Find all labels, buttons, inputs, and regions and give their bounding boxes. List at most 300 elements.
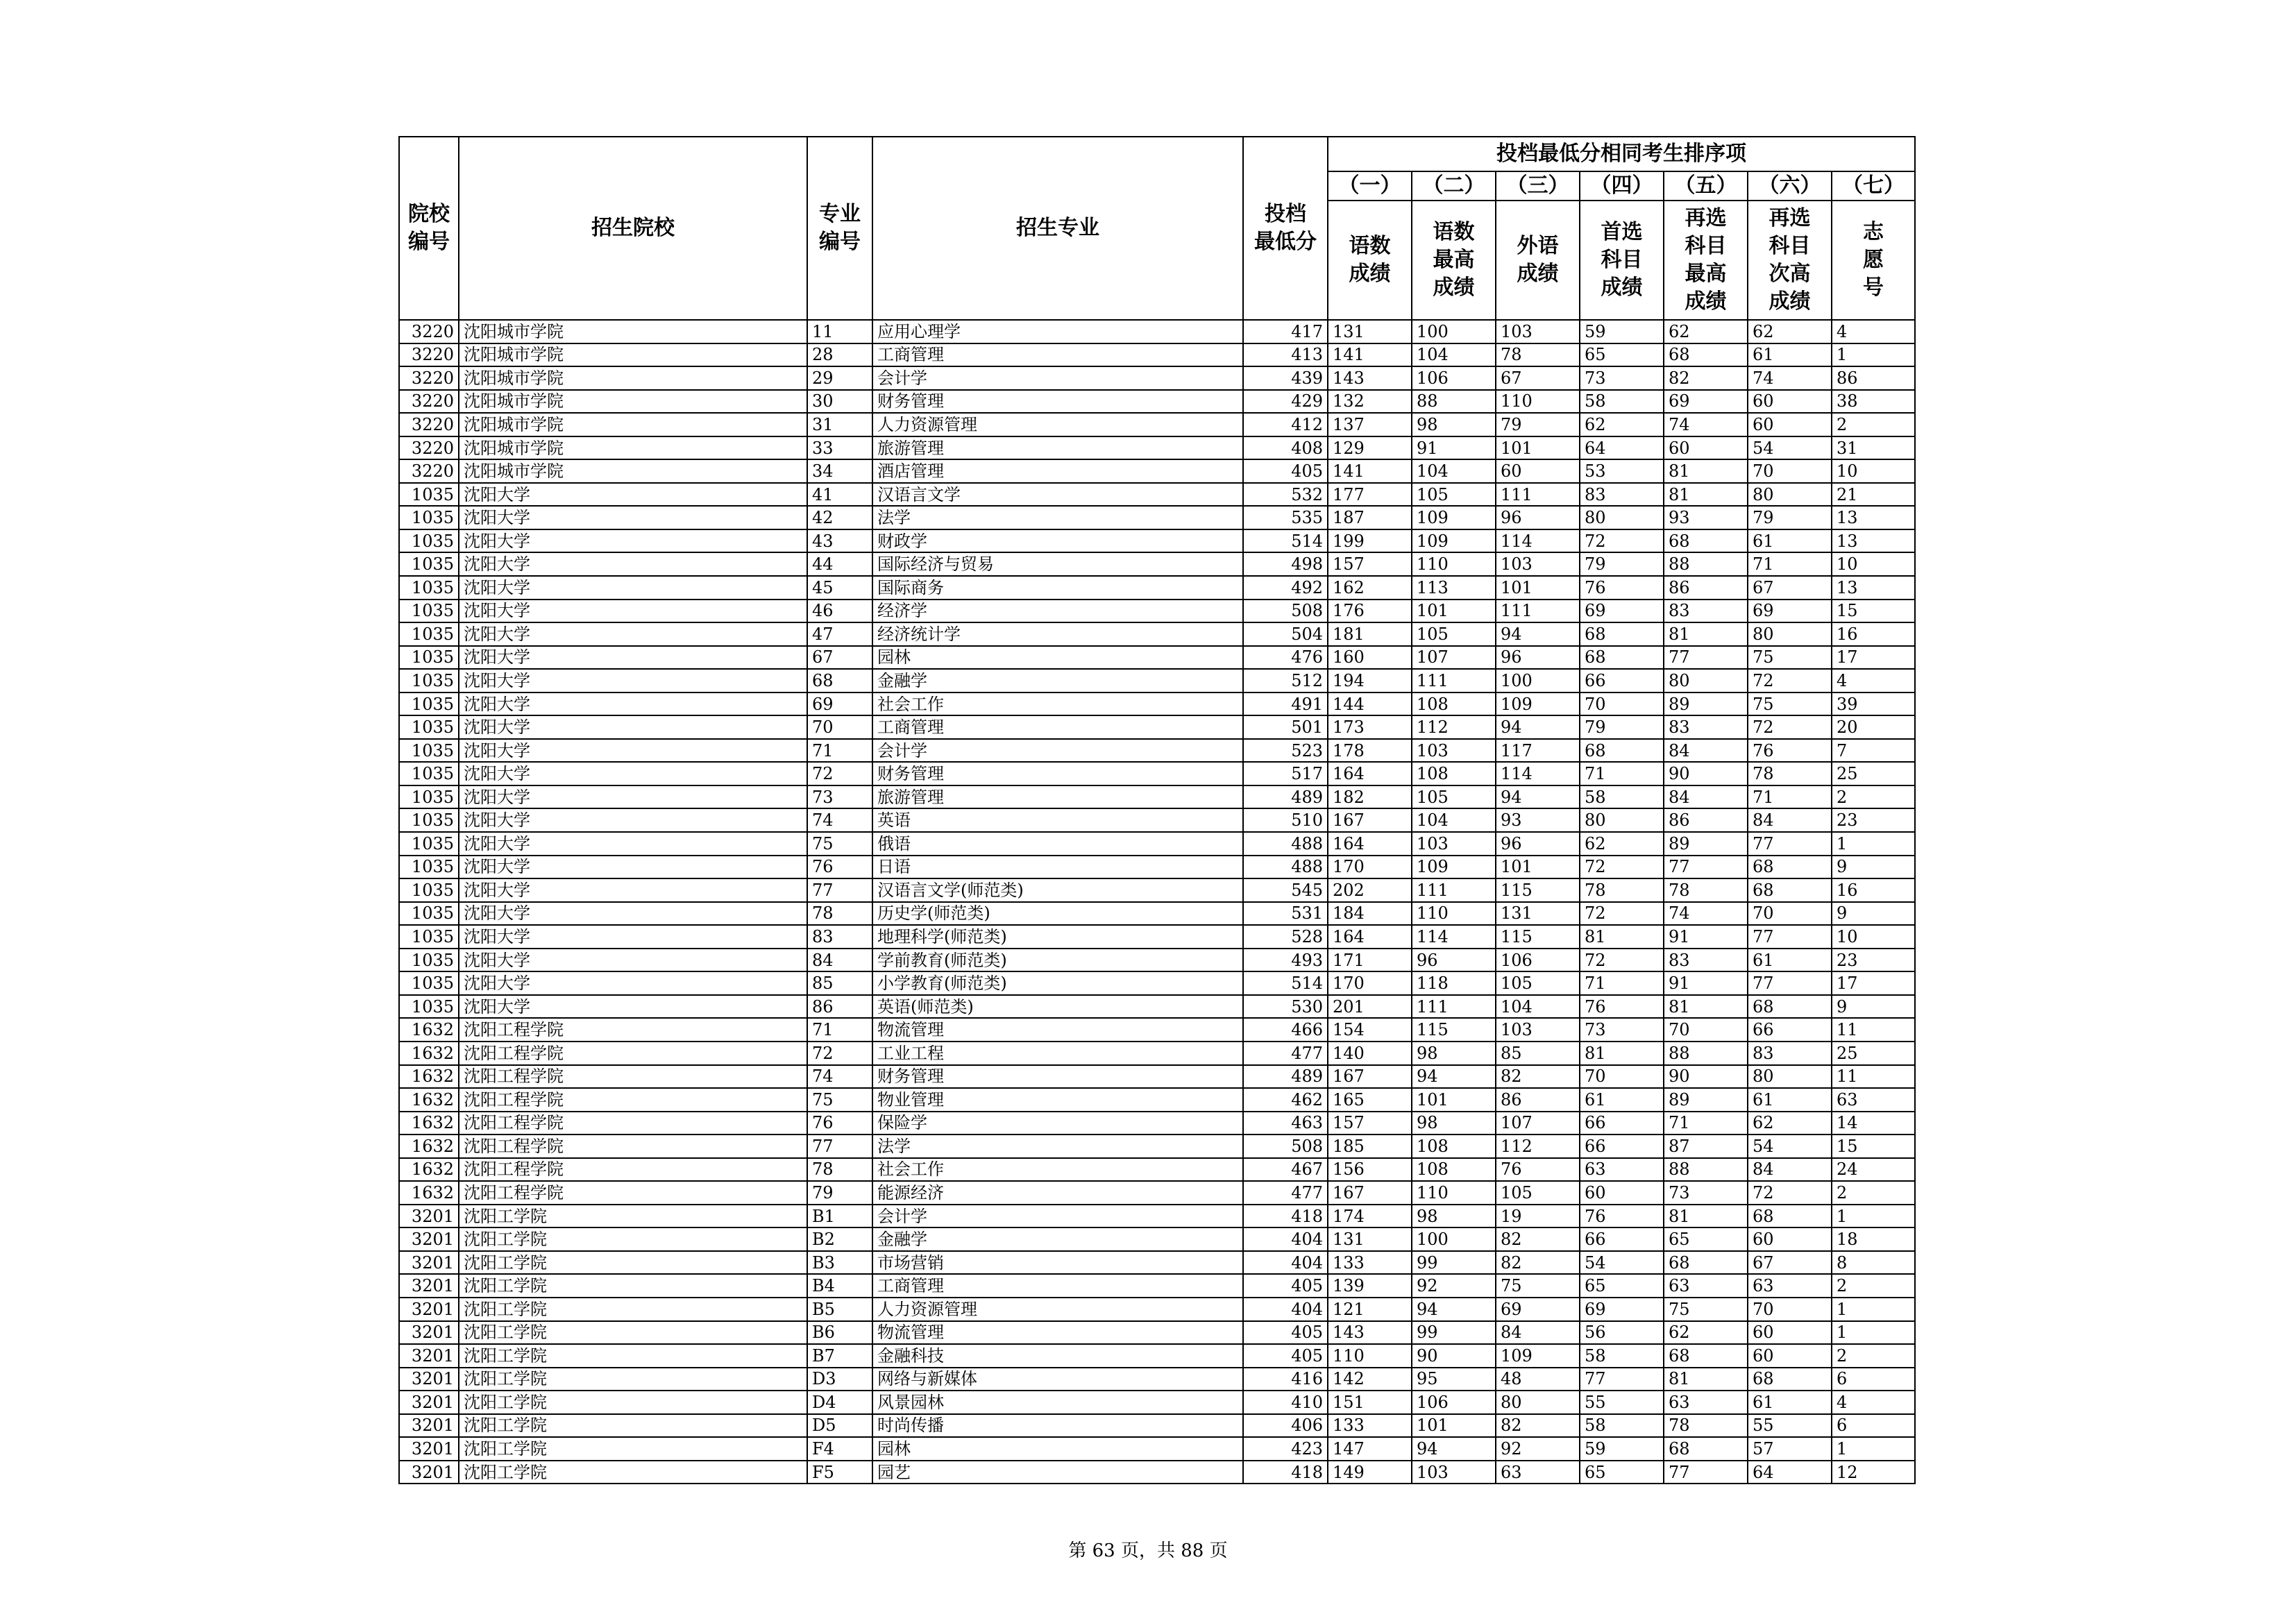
cell-preference-no: 7: [1832, 739, 1915, 763]
cell-major-code: 42: [807, 506, 872, 529]
cell-preference-no: 15: [1832, 600, 1915, 623]
cell-major-code: 11: [807, 320, 872, 343]
cell-school: 沈阳大学: [459, 785, 807, 809]
cell-chinese-math: 202: [1328, 878, 1412, 902]
cell-chinese-math-max: 118: [1412, 971, 1496, 995]
cell-chinese-math: 176: [1328, 600, 1412, 623]
cell-preference-no: 39: [1832, 692, 1915, 716]
cell-preference-no: 23: [1832, 949, 1915, 972]
header-sub-label: 再选 科目 次高 成绩: [1748, 201, 1832, 320]
cell-school-code: 3201: [399, 1274, 459, 1298]
cell-first-subject: 59: [1580, 320, 1664, 343]
cell-major-code: F5: [807, 1461, 872, 1484]
cell-chinese-math-max: 112: [1412, 715, 1496, 739]
cell-major: 财务管理: [872, 1065, 1243, 1089]
cell-chinese-math-max: 106: [1412, 1391, 1496, 1414]
cell-school: 沈阳城市学院: [459, 413, 807, 436]
table-row: [399, 600, 1915, 623]
cell-first-subject: 58: [1580, 1344, 1664, 1368]
cell-major: 金融学: [872, 669, 1243, 692]
cell-chinese-math-max: 90: [1412, 1344, 1496, 1368]
table-row: [399, 762, 1915, 785]
cell-major-code: 84: [807, 949, 872, 972]
cell-school-code: 1632: [399, 1065, 459, 1089]
cell-school-code: 1035: [399, 995, 459, 1019]
cell-min-score: 488: [1243, 856, 1328, 879]
cell-preference-no: 25: [1832, 762, 1915, 785]
table-row: [399, 995, 1915, 1019]
table-body: [399, 320, 1915, 1484]
cell-preference-no: 9: [1832, 856, 1915, 879]
cell-major: 园林: [872, 1437, 1243, 1461]
cell-second-subject-max: 68: [1664, 1251, 1748, 1275]
cell-first-subject: 71: [1580, 971, 1664, 995]
cell-major: 会计学: [872, 1205, 1243, 1228]
cell-major-code: B1: [807, 1205, 872, 1228]
cell-major: 俄语: [872, 832, 1243, 856]
cell-first-subject: 80: [1580, 506, 1664, 529]
cell-first-subject: 66: [1580, 1227, 1664, 1251]
cell-second-subject-next: 70: [1748, 1298, 1832, 1321]
cell-major: 风景园林: [872, 1391, 1243, 1414]
cell-chinese-math-max: 108: [1412, 692, 1496, 716]
cell-foreign-language: 114: [1496, 762, 1580, 785]
cell-foreign-language: 94: [1496, 785, 1580, 809]
table-row: [399, 343, 1915, 367]
cell-first-subject: 70: [1580, 1065, 1664, 1089]
cell-school-code: 3201: [399, 1298, 459, 1321]
cell-chinese-math: 167: [1328, 808, 1412, 832]
cell-second-subject-max: 68: [1664, 343, 1748, 367]
cell-major: 国际经济与贸易: [872, 552, 1243, 576]
header-school-code: 院校 编号: [399, 137, 459, 320]
cell-foreign-language: 101: [1496, 856, 1580, 879]
cell-first-subject: 61: [1580, 1088, 1664, 1112]
cell-preference-no: 16: [1832, 878, 1915, 902]
table-row: [399, 366, 1915, 390]
cell-second-subject-next: 71: [1748, 785, 1832, 809]
cell-min-score: 517: [1243, 762, 1328, 785]
cell-second-subject-next: 76: [1748, 739, 1832, 763]
cell-preference-no: 1: [1832, 1205, 1915, 1228]
cell-major: 人力资源管理: [872, 1298, 1243, 1321]
cell-chinese-math-max: 94: [1412, 1065, 1496, 1089]
cell-major: 小学教育(师范类): [872, 971, 1243, 995]
cell-major: 酒店管理: [872, 459, 1243, 483]
cell-first-subject: 69: [1580, 600, 1664, 623]
cell-chinese-math: 182: [1328, 785, 1412, 809]
cell-second-subject-max: 77: [1664, 856, 1748, 879]
cell-school: 沈阳工程学院: [459, 1112, 807, 1135]
cell-preference-no: 23: [1832, 808, 1915, 832]
cell-school: 沈阳城市学院: [459, 436, 807, 460]
cell-second-subject-next: 72: [1748, 669, 1832, 692]
cell-chinese-math-max: 108: [1412, 1135, 1496, 1158]
cell-major: 财务管理: [872, 390, 1243, 414]
cell-min-score: 405: [1243, 1344, 1328, 1368]
cell-second-subject-max: 88: [1664, 1042, 1748, 1065]
table-row: [399, 436, 1915, 460]
table-row: [399, 1414, 1915, 1438]
cell-second-subject-max: 81: [1664, 995, 1748, 1019]
header-sub-number: （二）: [1412, 171, 1496, 201]
cell-foreign-language: 111: [1496, 483, 1580, 507]
cell-preference-no: 6: [1832, 1414, 1915, 1438]
cell-preference-no: 11: [1832, 1018, 1915, 1042]
cell-major-code: B4: [807, 1274, 872, 1298]
table-row: [399, 1205, 1915, 1228]
cell-chinese-math-max: 100: [1412, 1227, 1496, 1251]
cell-school-code: 1035: [399, 971, 459, 995]
cell-second-subject-next: 54: [1748, 1135, 1832, 1158]
table-row: [399, 856, 1915, 879]
cell-school-code: 3220: [399, 413, 459, 436]
cell-major: 国际商务: [872, 576, 1243, 600]
cell-school-code: 3220: [399, 390, 459, 414]
cell-chinese-math-max: 105: [1412, 622, 1496, 646]
cell-chinese-math: 164: [1328, 762, 1412, 785]
cell-chinese-math: 141: [1328, 343, 1412, 367]
cell-school-code: 3220: [399, 436, 459, 460]
cell-first-subject: 79: [1580, 715, 1664, 739]
cell-second-subject-next: 61: [1748, 1391, 1832, 1414]
cell-major-code: 30: [807, 390, 872, 414]
cell-major-code: 71: [807, 739, 872, 763]
cell-major-code: 67: [807, 646, 872, 670]
cell-foreign-language: 48: [1496, 1368, 1580, 1391]
cell-major: 市场营销: [872, 1251, 1243, 1275]
table-row: [399, 1112, 1915, 1135]
cell-chinese-math: 187: [1328, 506, 1412, 529]
cell-chinese-math-max: 104: [1412, 459, 1496, 483]
cell-major: 地理科学(师范类): [872, 925, 1243, 949]
cell-chinese-math: 171: [1328, 949, 1412, 972]
cell-second-subject-max: 68: [1664, 1344, 1748, 1368]
cell-second-subject-max: 80: [1664, 669, 1748, 692]
cell-major-code: 72: [807, 762, 872, 785]
cell-first-subject: 68: [1580, 739, 1664, 763]
cell-school-code: 1632: [399, 1135, 459, 1158]
cell-school: 沈阳大学: [459, 878, 807, 902]
cell-school: 沈阳工学院: [459, 1437, 807, 1461]
cell-school-code: 1035: [399, 600, 459, 623]
cell-major: 社会工作: [872, 692, 1243, 716]
cell-min-score: 404: [1243, 1227, 1328, 1251]
cell-major-code: 72: [807, 1042, 872, 1065]
cell-foreign-language: 82: [1496, 1065, 1580, 1089]
cell-school-code: 1035: [399, 925, 459, 949]
cell-preference-no: 2: [1832, 1181, 1915, 1205]
cell-chinese-math-max: 110: [1412, 552, 1496, 576]
cell-second-subject-max: 73: [1664, 1181, 1748, 1205]
cell-foreign-language: 104: [1496, 995, 1580, 1019]
cell-major-code: 41: [807, 483, 872, 507]
cell-preference-no: 1: [1832, 1298, 1915, 1321]
cell-second-subject-max: 78: [1664, 1414, 1748, 1438]
cell-chinese-math-max: 110: [1412, 902, 1496, 926]
cell-min-score: 416: [1243, 1368, 1328, 1391]
cell-second-subject-next: 83: [1748, 1042, 1832, 1065]
cell-preference-no: 9: [1832, 995, 1915, 1019]
cell-school-code: 1035: [399, 739, 459, 763]
cell-foreign-language: 101: [1496, 436, 1580, 460]
cell-foreign-language: 85: [1496, 1042, 1580, 1065]
header-sub-label: 外语 成绩: [1496, 201, 1580, 320]
cell-major-code: 33: [807, 436, 872, 460]
cell-first-subject: 77: [1580, 1368, 1664, 1391]
cell-major-code: 74: [807, 808, 872, 832]
cell-school-code: 1632: [399, 1088, 459, 1112]
cell-second-subject-max: 81: [1664, 622, 1748, 646]
cell-chinese-math-max: 104: [1412, 343, 1496, 367]
cell-chinese-math: 143: [1328, 1321, 1412, 1345]
cell-min-score: 531: [1243, 902, 1328, 926]
table-row: [399, 1391, 1915, 1414]
cell-school: 沈阳大学: [459, 529, 807, 553]
cell-chinese-math: 151: [1328, 1391, 1412, 1414]
cell-school: 沈阳工程学院: [459, 1158, 807, 1182]
cell-major-code: 76: [807, 1112, 872, 1135]
cell-preference-no: 13: [1832, 506, 1915, 529]
cell-chinese-math-max: 110: [1412, 1181, 1496, 1205]
cell-school: 沈阳城市学院: [459, 390, 807, 414]
cell-second-subject-max: 87: [1664, 1135, 1748, 1158]
cell-preference-no: 24: [1832, 1158, 1915, 1182]
cell-second-subject-next: 61: [1748, 529, 1832, 553]
cell-foreign-language: 75: [1496, 1274, 1580, 1298]
cell-second-subject-max: 89: [1664, 1088, 1748, 1112]
cell-second-subject-max: 68: [1664, 529, 1748, 553]
table-header: [399, 137, 1915, 320]
cell-chinese-math-max: 101: [1412, 600, 1496, 623]
cell-second-subject-max: 81: [1664, 459, 1748, 483]
cell-preference-no: 31: [1832, 436, 1915, 460]
cell-second-subject-next: 60: [1748, 390, 1832, 414]
cell-second-subject-next: 55: [1748, 1414, 1832, 1438]
cell-school: 沈阳工学院: [459, 1274, 807, 1298]
cell-second-subject-next: 64: [1748, 1461, 1832, 1484]
cell-foreign-language: 96: [1496, 832, 1580, 856]
cell-chinese-math: 143: [1328, 366, 1412, 390]
cell-major-code: 43: [807, 529, 872, 553]
cell-chinese-math-max: 108: [1412, 762, 1496, 785]
cell-min-score: 476: [1243, 646, 1328, 670]
cell-chinese-math: 141: [1328, 459, 1412, 483]
cell-school-code: 1035: [399, 622, 459, 646]
cell-second-subject-max: 62: [1664, 1321, 1748, 1345]
cell-chinese-math-max: 99: [1412, 1251, 1496, 1275]
cell-foreign-language: 105: [1496, 971, 1580, 995]
table-row: [399, 529, 1915, 553]
cell-first-subject: 66: [1580, 669, 1664, 692]
cell-chinese-math-max: 91: [1412, 436, 1496, 460]
table-row: [399, 1227, 1915, 1251]
cell-second-subject-next: 77: [1748, 971, 1832, 995]
header-school: 招生院校: [459, 137, 807, 320]
cell-second-subject-next: 57: [1748, 1437, 1832, 1461]
cell-chinese-math-max: 115: [1412, 1018, 1496, 1042]
cell-first-subject: 69: [1580, 1298, 1664, 1321]
cell-second-subject-max: 77: [1664, 1461, 1748, 1484]
cell-major: 物业管理: [872, 1088, 1243, 1112]
cell-major-code: 75: [807, 832, 872, 856]
table-row: [399, 949, 1915, 972]
cell-major: 工商管理: [872, 1274, 1243, 1298]
cell-major-code: 79: [807, 1181, 872, 1205]
cell-preference-no: 8: [1832, 1251, 1915, 1275]
cell-chinese-math-max: 103: [1412, 1461, 1496, 1484]
cell-min-score: 501: [1243, 715, 1328, 739]
header-sub-label: 再选 科目 最高 成绩: [1664, 201, 1748, 320]
cell-preference-no: 4: [1832, 320, 1915, 343]
cell-second-subject-next: 77: [1748, 925, 1832, 949]
table-row: [399, 506, 1915, 529]
cell-first-subject: 72: [1580, 529, 1664, 553]
cell-foreign-language: 111: [1496, 600, 1580, 623]
cell-foreign-language: 96: [1496, 646, 1580, 670]
cell-chinese-math: 167: [1328, 1065, 1412, 1089]
table-row: [399, 390, 1915, 414]
cell-major: 旅游管理: [872, 785, 1243, 809]
cell-second-subject-max: 62: [1664, 320, 1748, 343]
cell-school-code: 3220: [399, 459, 459, 483]
cell-second-subject-next: 68: [1748, 856, 1832, 879]
cell-school: 沈阳城市学院: [459, 366, 807, 390]
cell-second-subject-next: 75: [1748, 692, 1832, 716]
cell-major-code: 83: [807, 925, 872, 949]
cell-school: 沈阳工学院: [459, 1251, 807, 1275]
cell-preference-no: 18: [1832, 1227, 1915, 1251]
cell-major-code: F4: [807, 1437, 872, 1461]
cell-first-subject: 64: [1580, 436, 1664, 460]
cell-foreign-language: 79: [1496, 413, 1580, 436]
cell-major-code: 47: [807, 622, 872, 646]
cell-foreign-language: 115: [1496, 878, 1580, 902]
cell-school: 沈阳工学院: [459, 1368, 807, 1391]
cell-min-score: 405: [1243, 1274, 1328, 1298]
cell-school-code: 1035: [399, 785, 459, 809]
cell-second-subject-max: 83: [1664, 600, 1748, 623]
cell-second-subject-max: 88: [1664, 1158, 1748, 1182]
cell-major: 财政学: [872, 529, 1243, 553]
cell-major: 社会工作: [872, 1158, 1243, 1182]
cell-major: 经济统计学: [872, 622, 1243, 646]
cell-preference-no: 1: [1832, 1321, 1915, 1345]
table-row: [399, 576, 1915, 600]
cell-second-subject-max: 84: [1664, 785, 1748, 809]
cell-first-subject: 56: [1580, 1321, 1664, 1345]
table-row: [399, 902, 1915, 926]
table-row: [399, 1088, 1915, 1112]
cell-major: 英语: [872, 808, 1243, 832]
cell-min-score: 418: [1243, 1461, 1328, 1484]
cell-min-score: 535: [1243, 506, 1328, 529]
cell-chinese-math: 181: [1328, 622, 1412, 646]
cell-preference-no: 6: [1832, 1368, 1915, 1391]
cell-foreign-language: 19: [1496, 1205, 1580, 1228]
cell-preference-no: 11: [1832, 1065, 1915, 1089]
cell-preference-no: 17: [1832, 971, 1915, 995]
cell-second-subject-max: 89: [1664, 832, 1748, 856]
cell-preference-no: 12: [1832, 1461, 1915, 1484]
cell-chinese-math-max: 104: [1412, 808, 1496, 832]
cell-preference-no: 20: [1832, 715, 1915, 739]
cell-school-code: 3201: [399, 1437, 459, 1461]
cell-school-code: 1035: [399, 669, 459, 692]
cell-first-subject: 55: [1580, 1391, 1664, 1414]
cell-foreign-language: 80: [1496, 1391, 1580, 1414]
cell-school: 沈阳大学: [459, 622, 807, 646]
cell-school-code: 1035: [399, 808, 459, 832]
cell-second-subject-next: 68: [1748, 1205, 1832, 1228]
cell-chinese-math-max: 95: [1412, 1368, 1496, 1391]
cell-second-subject-max: 81: [1664, 1205, 1748, 1228]
cell-major: 旅游管理: [872, 436, 1243, 460]
table-row: [399, 808, 1915, 832]
cell-foreign-language: 105: [1496, 1181, 1580, 1205]
cell-preference-no: 25: [1832, 1042, 1915, 1065]
cell-chinese-math: 131: [1328, 320, 1412, 343]
cell-foreign-language: 67: [1496, 366, 1580, 390]
cell-second-subject-max: 89: [1664, 692, 1748, 716]
cell-first-subject: 78: [1580, 878, 1664, 902]
cell-major-code: B6: [807, 1321, 872, 1345]
cell-chinese-math-max: 111: [1412, 669, 1496, 692]
cell-school-code: 3220: [399, 343, 459, 367]
cell-second-subject-next: 77: [1748, 832, 1832, 856]
cell-school: 沈阳大学: [459, 576, 807, 600]
cell-preference-no: 63: [1832, 1088, 1915, 1112]
cell-major: 英语(师范类): [872, 995, 1243, 1019]
table-row: [399, 785, 1915, 809]
table-row: [399, 320, 1915, 343]
cell-school: 沈阳大学: [459, 995, 807, 1019]
cell-foreign-language: 107: [1496, 1112, 1580, 1135]
cell-second-subject-next: 70: [1748, 902, 1832, 926]
cell-first-subject: 70: [1580, 692, 1664, 716]
cell-first-subject: 66: [1580, 1135, 1664, 1158]
cell-school-code: 1632: [399, 1112, 459, 1135]
cell-first-subject: 76: [1580, 1205, 1664, 1228]
cell-second-subject-max: 77: [1664, 646, 1748, 670]
cell-chinese-math-max: 113: [1412, 576, 1496, 600]
cell-preference-no: 10: [1832, 552, 1915, 576]
cell-chinese-math: 170: [1328, 971, 1412, 995]
cell-first-subject: 62: [1580, 413, 1664, 436]
cell-chinese-math: 132: [1328, 390, 1412, 414]
cell-second-subject-next: 79: [1748, 506, 1832, 529]
cell-min-score: 477: [1243, 1181, 1328, 1205]
cell-major: 金融科技: [872, 1344, 1243, 1368]
cell-major-code: 86: [807, 995, 872, 1019]
cell-second-subject-next: 54: [1748, 436, 1832, 460]
cell-major-code: 29: [807, 366, 872, 390]
cell-major-code: 69: [807, 692, 872, 716]
cell-min-score: 467: [1243, 1158, 1328, 1182]
cell-second-subject-next: 68: [1748, 1368, 1832, 1391]
cell-chinese-math-max: 103: [1412, 739, 1496, 763]
cell-chinese-math: 185: [1328, 1135, 1412, 1158]
cell-chinese-math: 110: [1328, 1344, 1412, 1368]
cell-min-score: 423: [1243, 1437, 1328, 1461]
table-row: [399, 459, 1915, 483]
cell-first-subject: 68: [1580, 646, 1664, 670]
cell-major-code: 73: [807, 785, 872, 809]
cell-chinese-math-max: 100: [1412, 320, 1496, 343]
cell-foreign-language: 78: [1496, 343, 1580, 367]
cell-chinese-math-max: 94: [1412, 1298, 1496, 1321]
cell-chinese-math-max: 111: [1412, 878, 1496, 902]
